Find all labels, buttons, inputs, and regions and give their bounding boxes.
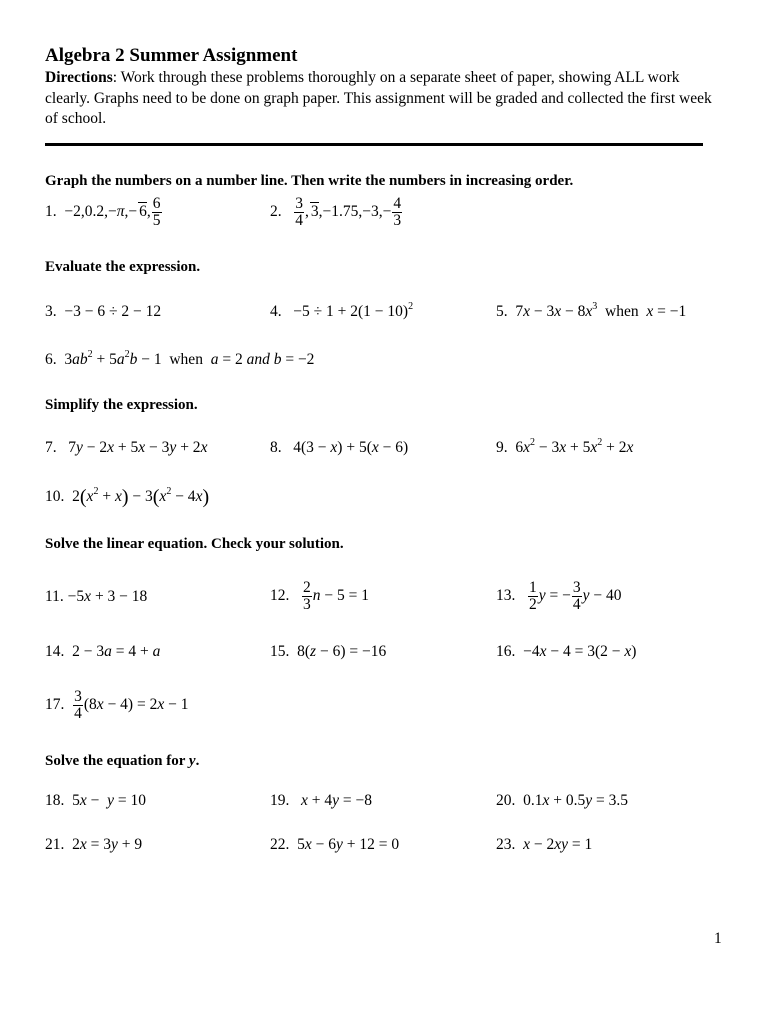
page-title: Algebra 2 Summer Assignment	[45, 45, 298, 66]
problem-18: 18. 5x − y = 10	[45, 792, 147, 809]
problem-6: 6. $3ab^2 + 5a^2b - 1$ when a = 2 and b = −2	[45, 349, 315, 368]
problem-2: 2. $\frac{3}{4}$ , 3,−1.75,−3,− $\frac{4}{3}$	[270, 195, 402, 229]
problem-9: 9. $6x^2 - 3x + 5x^2 + 2x$	[496, 437, 634, 456]
problem-15: 15. 8(z − 6) = −16	[270, 643, 387, 660]
directions-label: Directions	[45, 69, 113, 86]
problem-7: 7. 7y − 2x + 5x − 3y + 2x	[45, 439, 208, 456]
problem-20: 20. 0.1x + 0.5y = 3.5	[496, 792, 629, 809]
problem-13: 13. $\frac{1}{2}$ y = − $\frac{3}{4}$ y − 40	[496, 579, 622, 613]
problem-12: 12. $\frac{2}{3}$ n − 5 = 1	[270, 579, 369, 613]
solve-y-prefix: Solve the equation for	[45, 753, 189, 769]
solve-y-suffix: .	[195, 753, 200, 769]
problem-17: 17. $\frac{3}{4}$ (8x − 4) = 2x − 1	[45, 688, 189, 722]
directions	[45, 68, 725, 130]
problem-16: 16. −4x − 4 = 3(2 − x)	[496, 643, 637, 660]
problem-23: 23. x − 2xy = 1	[496, 836, 593, 853]
section-heading-evaluate: Evaluate the expression.	[45, 259, 201, 275]
problem-10: 10. $2(x^2 + x) - 3(x^2 - 4x)$	[45, 486, 210, 508]
section-heading-simplify: Simplify the expression.	[45, 397, 198, 413]
problem-4: 4. $-5 \div 1 + 2(1 - 10)^2$	[270, 301, 414, 320]
problem-22: 22. 5x − 6y + 12 = 0	[270, 836, 400, 853]
problem-8: 8. 4(3 − x) + 5(x − 6)	[270, 439, 409, 456]
problem-5: 5. $7x - 3x - 8x^3$ when x = −1	[496, 301, 687, 320]
problem-1: 1. −2,0.2,−π,− 6, $\frac{6}{5}$	[45, 195, 161, 229]
problem-14: 14. 2 − 3a = 4 + a	[45, 643, 161, 660]
solve-y-variable: y	[188, 753, 196, 769]
problem-3: 3. −3 − 6 ÷ 2 − 12	[45, 303, 162, 320]
problem-11: 11. −5x + 3 − 18	[45, 588, 148, 605]
directions-text: : Work through these problems thoroughly on a separate sheet of paper, showing ALL work clearly. Graphs need to be done on graph paper. This assignment will be graded and collected the first week of school.	[45, 69, 712, 127]
page-number: 1	[714, 930, 722, 947]
section-heading-graph: Graph the numbers on a number line. Then write the numbers in increasing order.	[45, 173, 574, 189]
problem-21: 21. 2x = 3y + 9	[45, 836, 143, 853]
divider	[45, 143, 703, 146]
section-heading-linear: Solve the linear equation. Check your solution.	[45, 536, 344, 552]
problem-19: 19. x + 4y = −8	[270, 792, 373, 809]
section-heading-solve-for-y	[45, 753, 199, 770]
